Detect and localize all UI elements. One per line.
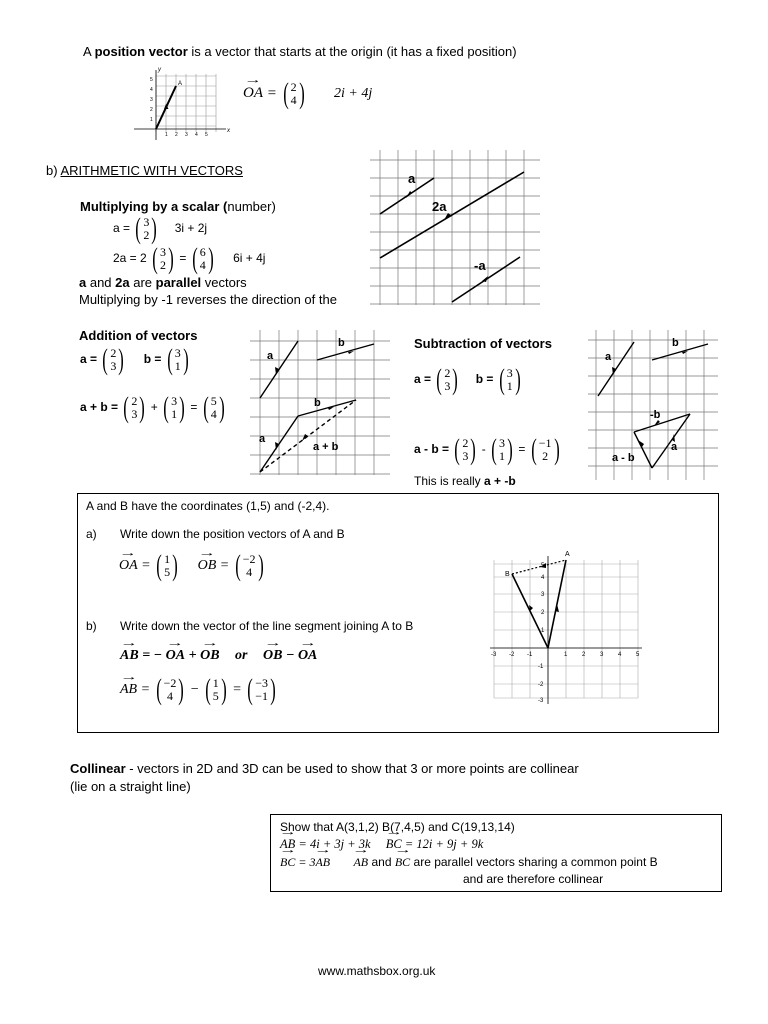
position-vector-graph <box>130 64 240 144</box>
subtraction-heading: Subtraction of vectors <box>414 336 552 351</box>
svg-text:2: 2 <box>150 107 153 113</box>
scalar-line2: 2a = 2 ( 3 2 ) = ( 6 4 ) 6i + 4j <box>113 242 266 275</box>
question-a-letter: a) <box>86 527 97 541</box>
ab-calculation: → AB = ( −2 4 ) − ( 1 5 ) = ( −3 −1 ) <box>120 676 278 704</box>
subtraction-grid <box>588 330 718 480</box>
footer-url: www.mathsbox.org.uk <box>318 964 436 978</box>
question-b-text: Write down the vector of the line segment joining A to B <box>120 619 414 633</box>
collinear-text: Collinear - vectors in 2D and 3D can be used to show that 3 or more points are collinear <box>70 761 579 776</box>
svg-text:5: 5 <box>150 77 153 83</box>
svg-text:1: 1 <box>564 652 568 658</box>
svg-text:4: 4 <box>541 575 545 581</box>
scalar-line1: a = ( 3 2 ) 3i + 2j <box>113 212 208 245</box>
section-b-heading: b) ARITHMETIC WITH VECTORS <box>46 163 243 178</box>
addition-grid <box>250 330 390 475</box>
ab-formula: → AB = − → OA + → OB or → OB − → OA <box>120 648 317 664</box>
reverse-text: Multiplying by -1 reverses the direction of the <box>79 292 337 307</box>
graph-label-a: A <box>178 81 183 87</box>
oa-ij: 2i + 4j <box>334 86 373 101</box>
addition-sum: a + b = ( 2 3 ) + ( 3 1 ) = ( 5 4 ) <box>80 391 225 424</box>
svg-text:a - b: a - b <box>612 452 635 464</box>
svg-text:-1: -1 <box>527 652 533 658</box>
scalar-grid <box>370 150 540 305</box>
svg-text:x: x <box>227 128 230 134</box>
question-a-text: Write down the position vectors of A and B <box>120 527 345 541</box>
svg-text:2: 2 <box>175 132 178 138</box>
svg-text:-a: -a <box>474 258 486 273</box>
position-vectors-answer: → OA = ( 1 5 ) → OB = ( −2 4 ) <box>119 552 266 580</box>
svg-text:3: 3 <box>150 97 153 103</box>
svg-text:2: 2 <box>541 610 545 616</box>
question-b-letter: b) <box>86 619 97 633</box>
svg-text:4: 4 <box>150 87 153 93</box>
svg-text:2a: 2a <box>432 199 447 214</box>
addition-vectors: a = ( 2 3 ) b = ( 3 1 ) <box>80 343 189 376</box>
svg-text:y: y <box>158 67 161 73</box>
svg-text:a: a <box>267 350 274 362</box>
subtraction-diff: a - b = ( 2 3 ) - ( 3 1 ) = ( −1 2 ) <box>414 433 560 466</box>
svg-text:b: b <box>672 337 679 349</box>
svg-text:A: A <box>565 551 570 558</box>
svg-text:b: b <box>314 397 321 409</box>
collinear-box-line3: → BC = 3→ AB → AB and → BC are parallel vectors sharing a common point B <box>280 855 658 870</box>
svg-text:1: 1 <box>541 628 545 634</box>
svg-text:1: 1 <box>150 117 153 123</box>
svg-text:a: a <box>605 351 612 363</box>
svg-text:2: 2 <box>582 652 586 658</box>
svg-text:a: a <box>259 433 266 445</box>
subtraction-vectors: a = ( 2 3 ) b = ( 3 1 ) <box>414 363 521 396</box>
svg-text:3: 3 <box>185 132 188 138</box>
svg-text:-2: -2 <box>538 682 544 688</box>
collinear-box-line4: and are therefore collinear <box>463 872 604 886</box>
addition-heading: Addition of vectors <box>79 328 198 343</box>
svg-text:-2: -2 <box>509 652 515 658</box>
parallel-text: a and 2a are parallel vectors <box>79 275 247 290</box>
svg-text:a: a <box>671 441 678 453</box>
really-text: This is really a + -b <box>414 474 516 488</box>
svg-text:-3: -3 <box>538 698 544 704</box>
svg-text:a: a <box>408 171 416 186</box>
svg-text:-b: -b <box>650 409 661 421</box>
intro-text: A position vector is a vector that starts at the origin (it has a fixed position) <box>83 44 517 59</box>
example-intro: A and B have the coordinates (1,5) and (-2,4). <box>86 499 330 513</box>
svg-text:4: 4 <box>618 652 622 658</box>
svg-text:5: 5 <box>205 132 208 138</box>
svg-text:5: 5 <box>541 563 545 569</box>
svg-text:3: 3 <box>541 592 545 598</box>
oa-equation: → OA = ( 2 4 ) <box>243 80 307 108</box>
scalar-heading: Multiplying by a scalar (number) <box>80 199 276 214</box>
collinear-text2: (lie on a straight line) <box>70 779 191 794</box>
svg-text:-1: -1 <box>538 664 544 670</box>
svg-text:1: 1 <box>165 132 168 138</box>
svg-text:B: B <box>505 571 510 578</box>
collinear-box-line1: Show that A(3,1,2) B(7,4,5) and C(19,13,14) <box>280 820 515 834</box>
svg-text:b: b <box>338 337 345 349</box>
svg-text:a + b: a + b <box>313 441 339 453</box>
svg-text:-3: -3 <box>491 652 497 658</box>
svg-text:3: 3 <box>600 652 604 658</box>
svg-text:4: 4 <box>195 132 198 138</box>
svg-text:5: 5 <box>636 652 640 658</box>
coordinate-graph <box>484 548 646 710</box>
collinear-box-line2: → AB = 4i + 3j + 3k → BC = 12i + 9j + 9k <box>280 837 483 852</box>
